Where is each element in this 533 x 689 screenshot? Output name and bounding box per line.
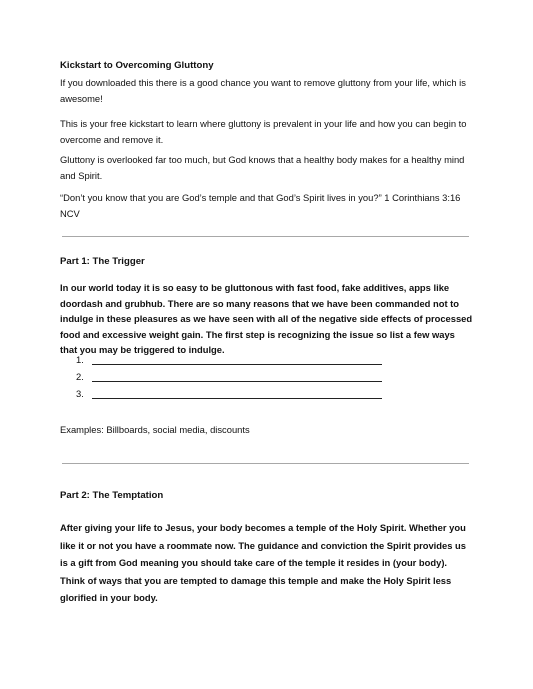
part1-heading: Part 1: The Trigger	[60, 256, 145, 267]
examples-text: Examples: Billboards, social media, discounts	[60, 424, 250, 435]
bible-verse: “Don’t you know that you are God’s temple and that God’s Spirit lives in you?” 1 Corinthians 3:16 NCV	[60, 192, 461, 219]
document-title: Kickstart to Overcoming Gluttony	[60, 60, 214, 71]
intro-paragraph-3: Gluttony is overlooked far too much, but God knows that a healthy body makes for a healthy mind and Spirit.	[60, 154, 465, 181]
part2-heading: Part 2: The Temptation	[60, 490, 164, 501]
answer-line-3[interactable]	[92, 398, 382, 399]
section-divider	[62, 463, 469, 464]
part2-body: After giving your life to Jesus, your body becomes a temple of the Holy Spirit. Whether you like it or not you have a roommate now. The guidance and conviction the Spirit provides us is a gift from God meaning you should take care of the temple it resides in (your body). Think of ways that you are tempted to damage this temple and make the Holy Spirit less glorified in your body.	[60, 522, 466, 603]
part1-body: In our world today it is so easy to be gluttonous with fast food, fake additives, apps like doordash and grubhub. There are so many reasons that we have been commanded not to indulge in these pleasures as we have seen with all of the negative side effects of processed food and excessive weight gain. The first step is recognizing the issue so list a few ways that you may be triggered to indulge.	[60, 282, 473, 355]
list-number: 1.	[76, 354, 84, 365]
intro-paragraph-2: This is your free kickstart to learn where gluttony is prevalent in your life and how you can begin to overcome and remove it.	[60, 118, 467, 145]
list-number: 3.	[76, 388, 84, 399]
section-divider	[62, 236, 469, 237]
answer-line-1[interactable]	[92, 364, 382, 365]
intro-paragraph-1: If you downloaded this there is a good chance you want to remove gluttony from your life, which is awesome!	[60, 77, 466, 104]
answer-line-2[interactable]	[92, 381, 382, 382]
list-number: 2.	[76, 371, 84, 382]
